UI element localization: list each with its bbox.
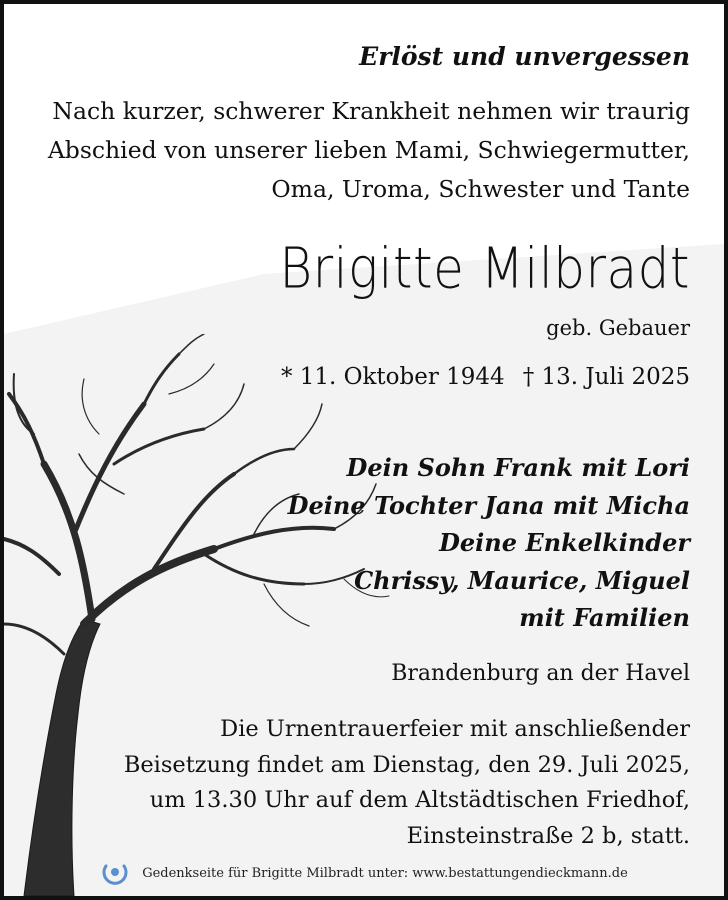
service-info: [124, 712, 690, 854]
service-line: Die Urnentrauerfeier mit anschließender: [220, 716, 690, 742]
service-line: Einsteinstraße 2 b, statt.: [406, 822, 690, 849]
deceased-name: Brigitte Milbradt: [279, 236, 690, 301]
mourner-line: Chrissy, Maurice, Miguel: [354, 565, 690, 595]
mourner-line: Deine Tochter Jana mit Micha: [287, 490, 690, 520]
memorial-logo-icon: [100, 858, 130, 888]
intro-line: Oma, Uroma, Schwester und Tante: [271, 175, 690, 203]
mourner-line: mit Familien: [519, 603, 690, 632]
mourner-line: Deine Enkelkinder: [439, 528, 690, 557]
mourners-list: [288, 449, 690, 637]
intro-line: Nach kurzer, schwerer Krankheit nehmen wir traurig: [52, 97, 690, 125]
mourner-line: Dein Sohn Frank mit Lori: [346, 453, 690, 482]
memorial-page-link[interactable]: Gedenkseite für Brigitte Milbradt unter: www.bestattungendieckmann.de: [142, 865, 628, 881]
service-line: Beisetzung findet am Dienstag, den 29. Juli 2025,: [123, 751, 690, 778]
intro-line: Abschied von unserer lieben Mami, Schwiegermutter,: [47, 136, 690, 164]
life-dates: [281, 364, 690, 390]
place: Brandenburg an der Havel: [391, 661, 690, 686]
birth-date: * 11. Oktober 1944: [280, 364, 505, 390]
footer: [4, 860, 724, 886]
intro-text: [48, 92, 690, 209]
service-line: um 13.30 Uhr auf dem Altstädtischen Friedhof,: [149, 787, 690, 813]
death-date: † 13. Juli 2025: [522, 364, 690, 390]
motto: Erlöst und unvergessen: [359, 42, 690, 71]
maiden-name: geb. Gebauer: [546, 316, 690, 340]
